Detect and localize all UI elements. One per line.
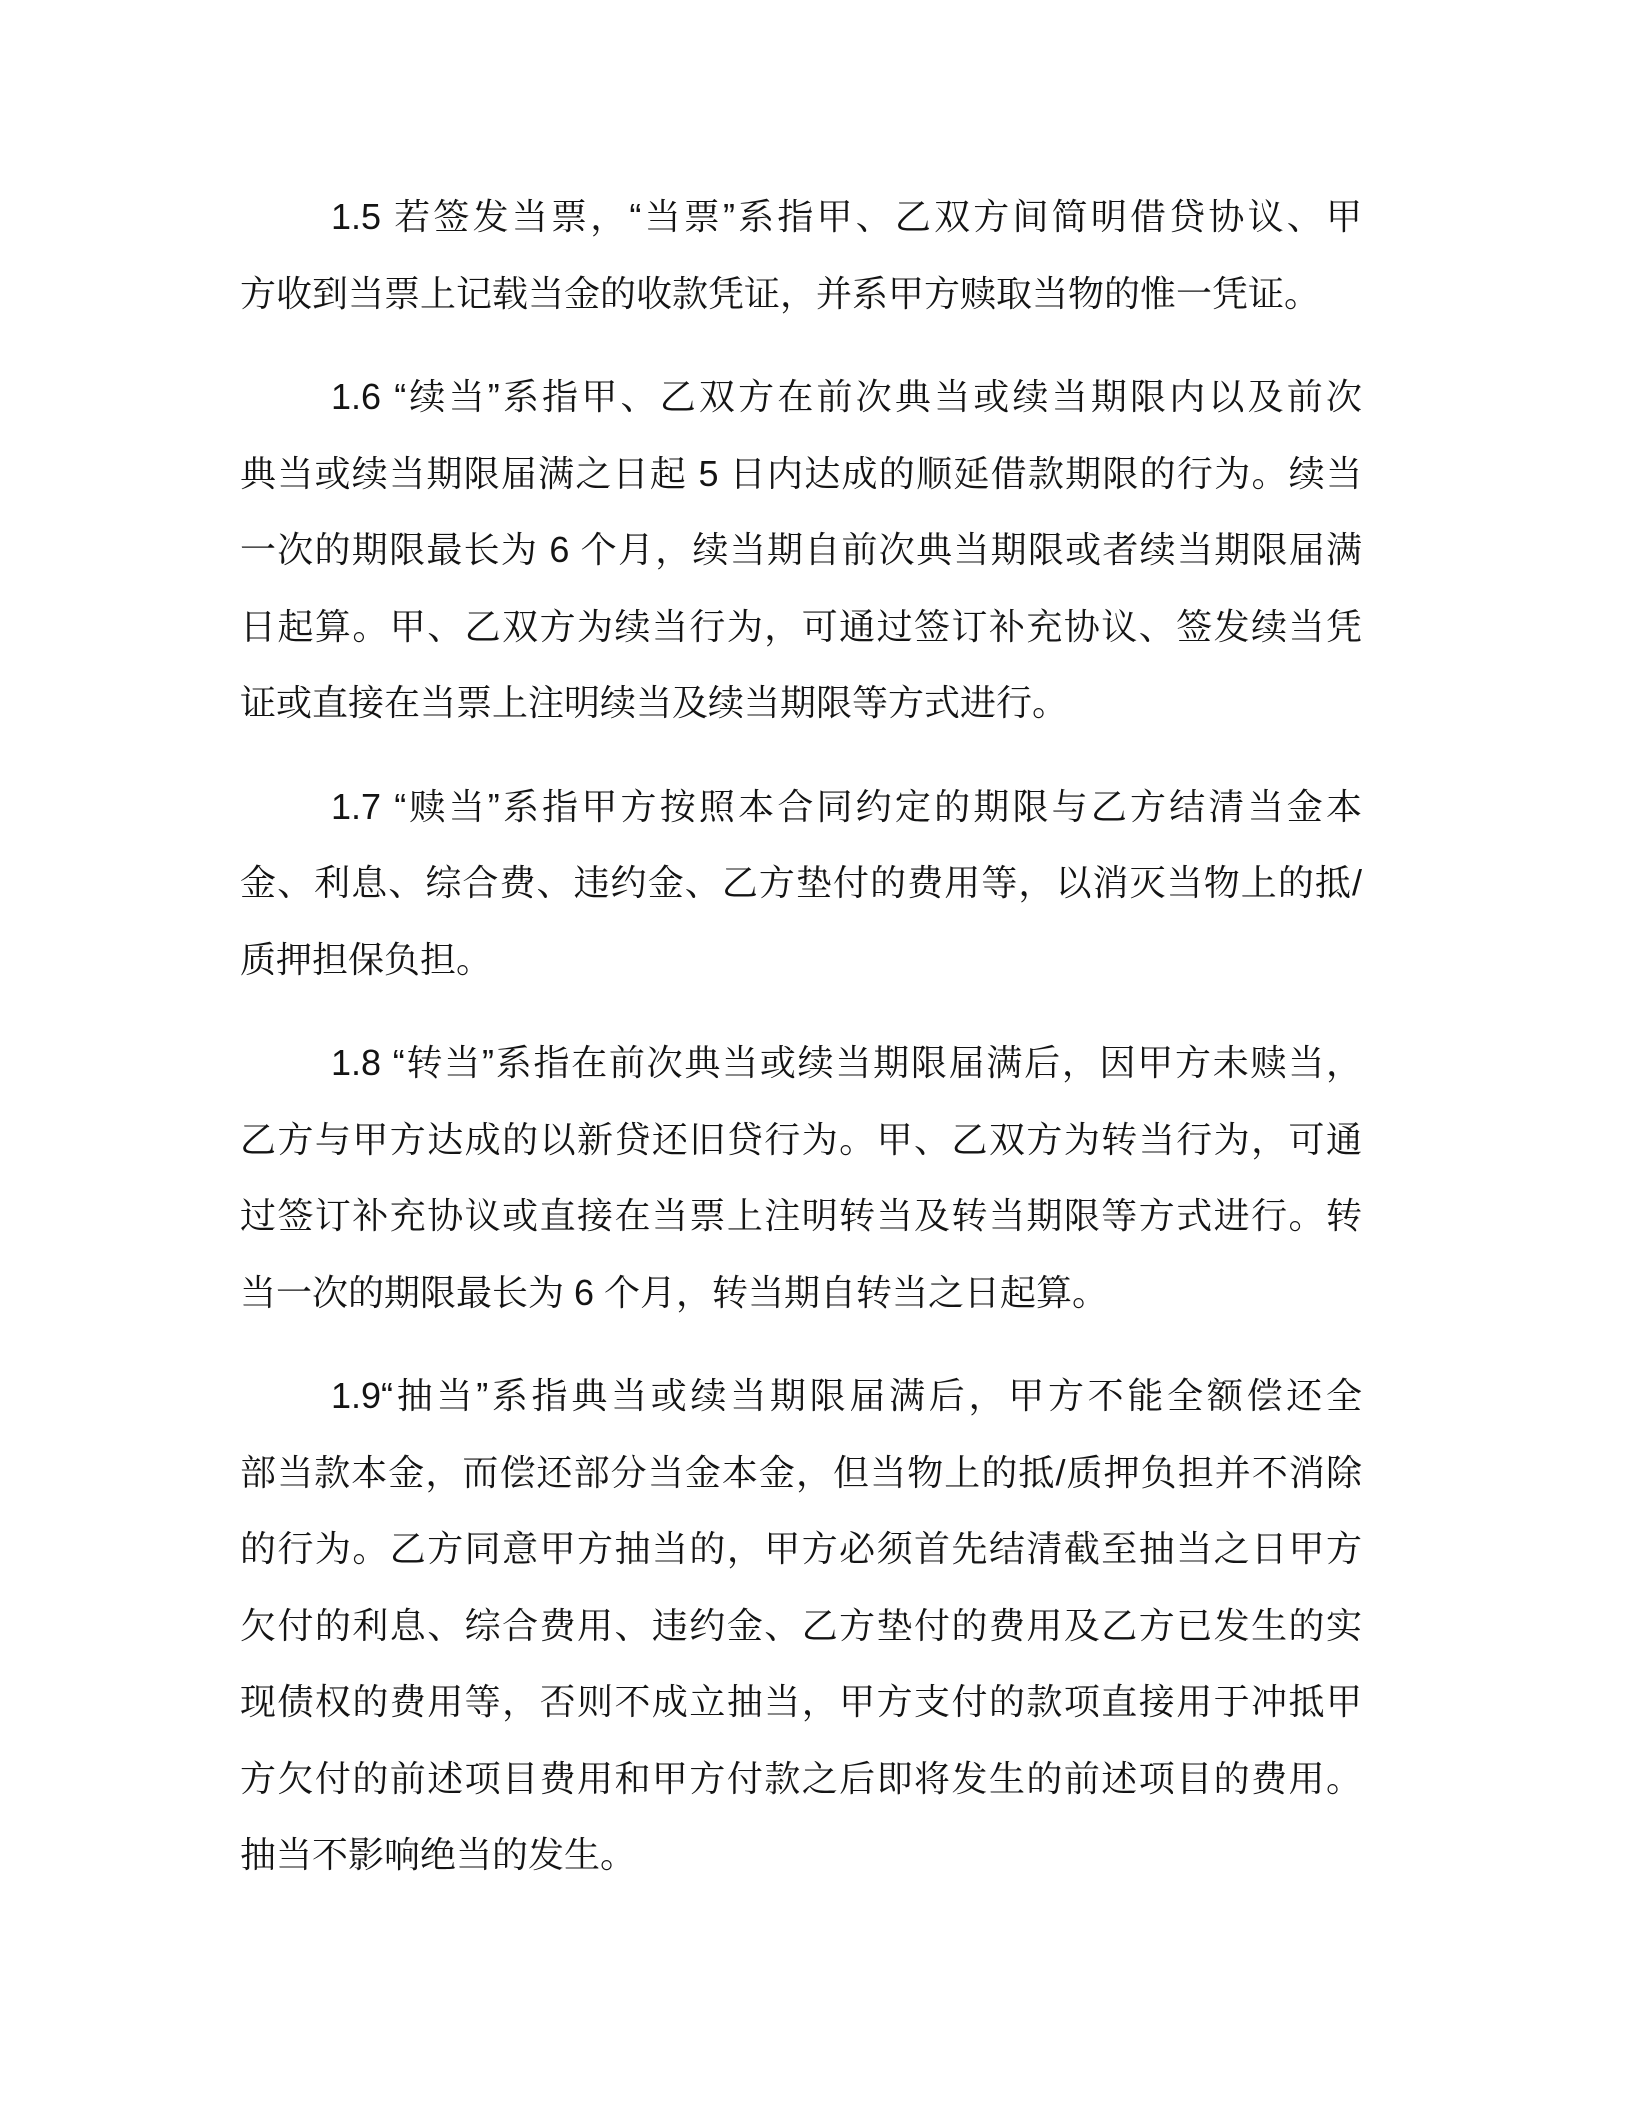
clause-1-5 bbox=[240, 179, 1362, 332]
text-line: 现债权的费用等，否则不成立抽当，甲方支付的款项直接用于冲抵甲 bbox=[240, 1681, 1362, 1722]
text-line: 的行为。乙方同意甲方抽当的，甲方必须首先结清截至抽当之日甲方 bbox=[240, 1528, 1362, 1569]
text-line: 1.9“抽当”系指典当或续当期限届满后，甲方不能全额偿还全 bbox=[331, 1375, 1362, 1416]
text-line: 1.7 “赎当”系指甲方按照本合同约定的期限与乙方结清当金本 bbox=[331, 785, 1362, 827]
text-line: 方欠付的前述项目费用和甲方付款之后即将发生的前述项目的费用。 bbox=[240, 1757, 1362, 1799]
text-line: 方收到当票上记载当金的收款凭证，并系甲方赎取当物的惟一凭证。 bbox=[240, 272, 1321, 314]
text-line: 日起算。甲、乙双方为续当行为，可通过签订补充协议、签发续当凭 bbox=[240, 605, 1362, 647]
text-line: 一次的期限最长为 6 个月，续当期自前次典当期限或者续当期限届满 bbox=[240, 529, 1362, 570]
text-line: 抽当不影响绝当的发生。 bbox=[240, 1834, 637, 1875]
text-line: 质押担保负担。 bbox=[240, 938, 493, 980]
text-line: 证或直接在当票上注明续当及续当期限等方式进行。 bbox=[240, 682, 1069, 723]
text-line: 部当款本金，而偿还部分当金本金，但当物上的抵/质押负担并不消除 bbox=[240, 1451, 1362, 1493]
clause-1-6 bbox=[240, 359, 1362, 742]
text-line: 金、利息、综合费、违约金、乙方垫付的费用等，以消灭当物上的抵/ bbox=[240, 862, 1362, 903]
clause-1-7 bbox=[240, 769, 1362, 999]
clause-1-8 bbox=[240, 1025, 1362, 1331]
text-line: 乙方与甲方达成的以新贷还旧贷行为。甲、乙双方为转当行为，可通 bbox=[240, 1118, 1362, 1160]
text-line: 1.6 “续当”系指甲、乙双方在前次典当或续当期限内以及前次 bbox=[331, 376, 1362, 417]
text-line: 当一次的期限最长为 6 个月，转当期自转当之日起算。 bbox=[240, 1271, 1109, 1313]
text-line: 1.8 “转当”系指在前次典当或续当期限届满后，因甲方未赎当， bbox=[331, 1042, 1362, 1083]
text-line: 典当或续当期限届满之日起 5 日内达成的顺延借款期限的行为。续当 bbox=[240, 452, 1362, 494]
text-line: 1.5 若签发当票，“当票”系指甲、乙双方间简明借贷协议、甲 bbox=[331, 196, 1362, 237]
text-line: 欠付的利息、综合费用、违约金、乙方垫付的费用及乙方已发生的实 bbox=[240, 1604, 1362, 1646]
text-line: 过签订补充协议或直接在当票上注明转当及转当期限等方式进行。转 bbox=[240, 1195, 1362, 1236]
document-body bbox=[240, 179, 1362, 1921]
clause-1-9 bbox=[240, 1358, 1362, 1894]
